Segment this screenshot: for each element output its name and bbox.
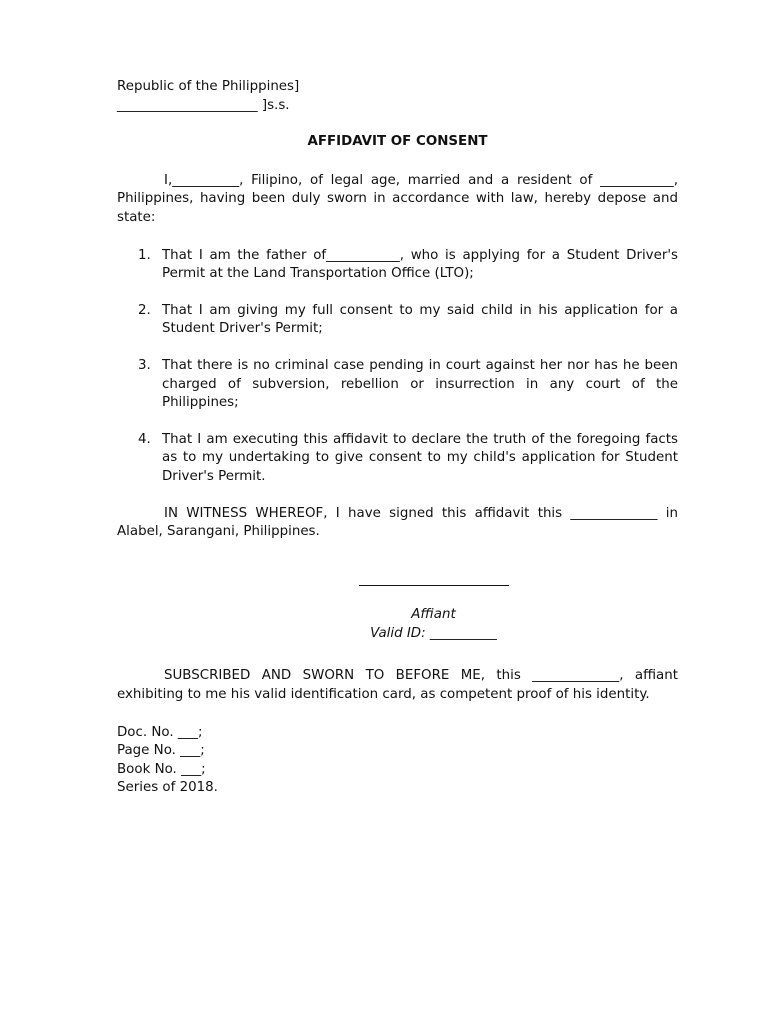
intro-paragraph: I,__________, Filipino, of legal age, married and a resident of ___________, Philippines, having been duly sworn in accordance with law, hereby depose and state:	[117, 172, 678, 225]
header-venue-line: _____________________ ]s.s.	[117, 97, 290, 113]
list-item-text: That there is no criminal case pending in court against her nor has he been charged of subversion, rebellion or insurrection in any court of the Philippines;	[162, 357, 678, 411]
list-item	[117, 357, 678, 413]
page-number: Page No. ___;	[117, 743, 205, 759]
affidavit-document	[117, 78, 678, 798]
affiant-label: Affiant	[411, 607, 456, 623]
header-republic: Republic of the Philippines]	[117, 79, 300, 94]
list-item	[117, 302, 678, 339]
book-number: Book No. ___;	[117, 761, 206, 777]
list-item-number: 4.	[138, 431, 151, 447]
list-item	[117, 431, 678, 487]
jurat-paragraph: SUBSCRIBED AND SWORN TO BEFORE ME, this _____________, affiant exhibiting to me his valid identification card, as competent proof of his identity.	[117, 668, 678, 703]
list-item-number: 2.	[138, 302, 151, 318]
signature-block	[189, 584, 678, 644]
list-item-text: That I am giving my full consent to my said child in his application for a Student Driver's Permit;	[162, 302, 678, 337]
series-year: Series of 2018.	[117, 780, 218, 796]
list-item-number: 1.	[138, 247, 151, 263]
document-title: AFFIDAVIT OF CONSENT	[307, 134, 488, 150]
list-item-text: That I am executing this affidavit to declare the truth of the foregoing facts as to my undertaking to give consent to my child's application for Student Driver's Permit.	[162, 431, 678, 484]
valid-id-line	[189, 625, 678, 644]
valid-id-label: Valid ID:	[370, 625, 426, 641]
list-item-number: 3.	[138, 357, 151, 373]
list-item-text: That I am the father of___________, who is applying for a Student Driver's Permit at the Land Transportation Office (LTO);	[162, 247, 678, 282]
doc-number: Doc. No. ___;	[117, 724, 203, 740]
witness-paragraph: IN WITNESS WHEREOF, I have signed this affidavit this _____________ in Alabel, Sarangani, Philippines.	[117, 505, 678, 540]
list-item	[117, 247, 678, 284]
numbered-list	[117, 247, 678, 487]
valid-id-blank: __________	[429, 625, 497, 641]
notarial-register	[117, 724, 678, 798]
signature-line	[359, 584, 509, 586]
